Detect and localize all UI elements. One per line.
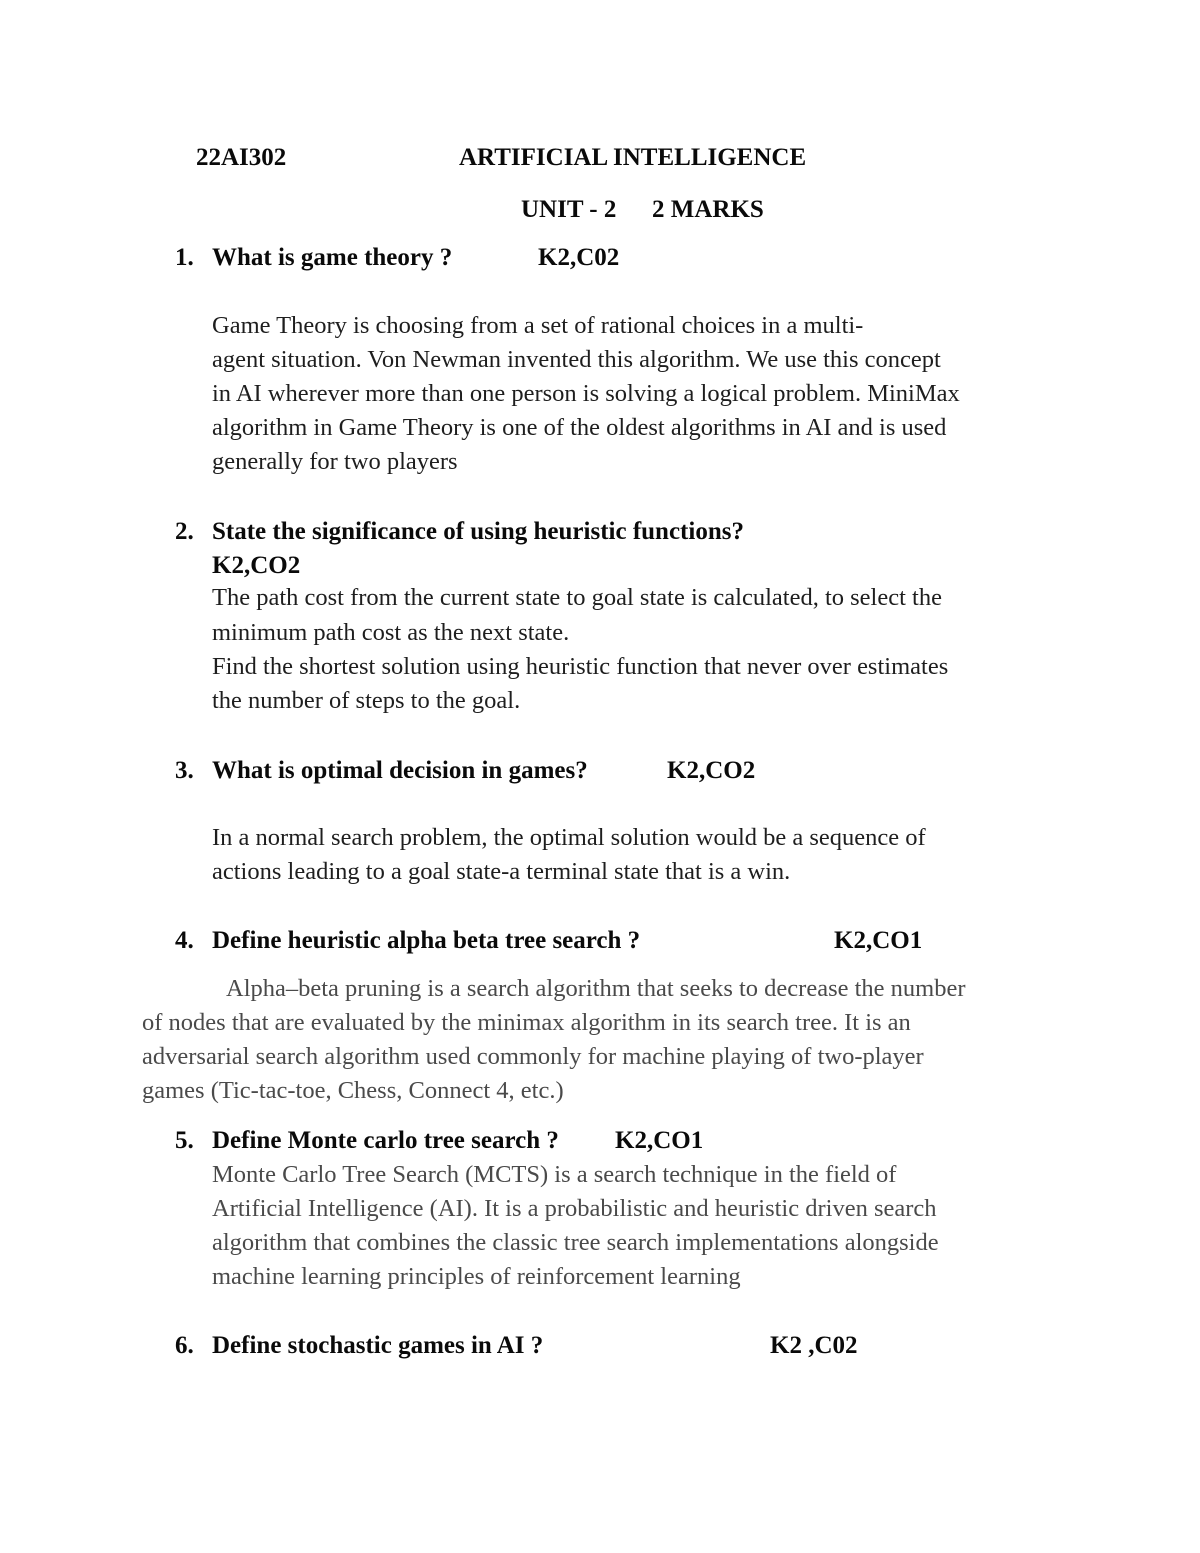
question-text: Define stochastic games in AI ?	[212, 1332, 544, 1359]
question-text: What is game theory ?	[212, 244, 453, 271]
answer-line: adversarial search algorithm used commonly for machine playing of two-player	[142, 1043, 924, 1070]
answer-line: algorithm that combines the classic tree search implementations alongside	[212, 1229, 939, 1256]
unit-label: UNIT - 2	[521, 196, 617, 223]
question-number: 3.	[175, 757, 194, 784]
answer-line: The path cost from the current state to goal state is calculated, to select the	[212, 584, 942, 611]
question-tag: K2,CO1	[834, 927, 923, 954]
answer-line: actions leading to a goal state-a terminal state that is a win.	[212, 858, 791, 885]
course-title: ARTIFICIAL INTELLIGENCE	[459, 144, 807, 171]
question-text: What is optimal decision in games?	[212, 757, 588, 784]
answer-line: Artificial Intelligence (AI). It is a probabilistic and heuristic driven search	[212, 1195, 937, 1222]
answer-line: minimum path cost as the next state.	[212, 619, 570, 646]
question-number: 6.	[175, 1332, 194, 1359]
question-tag: K2,CO2	[667, 757, 756, 784]
answer-line: Find the shortest solution using heuristic function that never over estimates	[212, 653, 949, 680]
question-number: 2.	[175, 518, 194, 545]
answer-line: In a normal search problem, the optimal solution would be a sequence of	[212, 824, 926, 851]
marks-label: 2 MARKS	[652, 196, 764, 223]
answer-line: games (Tic-tac-toe, Chess, Connect 4, etc.)	[142, 1077, 564, 1104]
question-number: 4.	[175, 927, 194, 954]
answer-line: agent situation. Von Newman invented this algorithm. We use this concept	[212, 346, 941, 373]
question-text: Define Monte carlo tree search ?	[212, 1127, 559, 1154]
course-code: 22AI302	[196, 144, 287, 171]
question-number: 5.	[175, 1127, 194, 1154]
question-text: Define heuristic alpha beta tree search ?	[212, 927, 641, 954]
answer-line: generally for two players	[212, 448, 458, 475]
answer-line: of nodes that are evaluated by the minimax algorithm in its search tree. It is an	[142, 1009, 911, 1036]
answer-line: Monte Carlo Tree Search (MCTS) is a search technique in the field of	[212, 1161, 897, 1188]
question-text: State the significance of using heuristic functions?	[212, 518, 744, 545]
question-tag: K2 ,C02	[770, 1332, 858, 1359]
question-number: 1.	[175, 244, 194, 271]
answer-line: Alpha–beta pruning is a search algorithm that seeks to decrease the number	[226, 975, 966, 1002]
answer-line: the number of steps to the goal.	[212, 687, 521, 714]
answer-line: Game Theory is choosing from a set of rational choices in a multi-	[212, 312, 864, 339]
question-tag: K2,CO1	[615, 1127, 704, 1154]
answer-line: machine learning principles of reinforcement learning	[212, 1263, 741, 1290]
question-tag: K2,CO2	[212, 552, 301, 579]
answer-line: algorithm in Game Theory is one of the oldest algorithms in AI and is used	[212, 414, 947, 441]
question-tag: K2,C02	[538, 244, 620, 271]
answer-line: in AI wherever more than one person is solving a logical problem. MiniMax	[212, 380, 960, 407]
